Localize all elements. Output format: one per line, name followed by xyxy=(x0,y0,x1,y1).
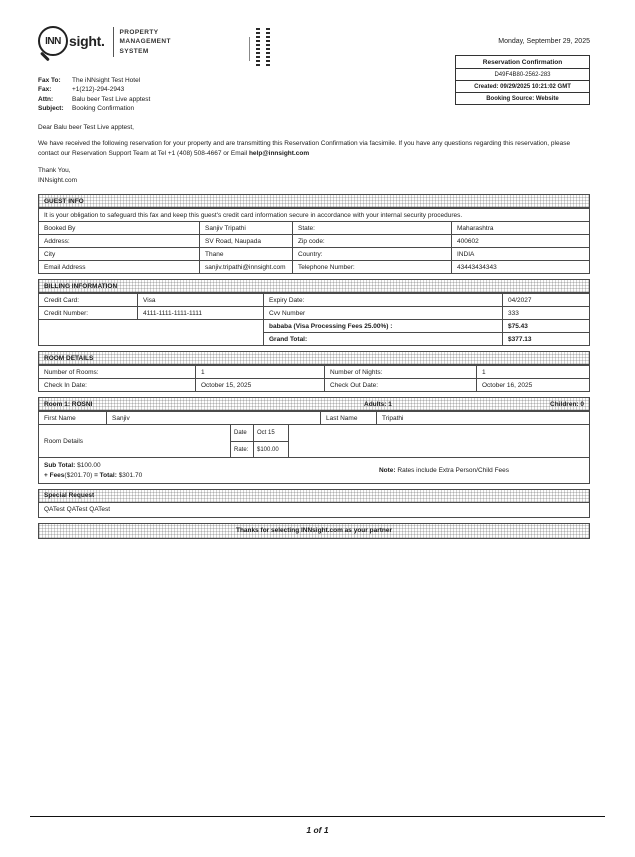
fax-number-label: Fax: xyxy=(38,86,52,94)
billing-section xyxy=(38,279,590,346)
magnifier-handle-icon xyxy=(40,51,50,61)
pms-label xyxy=(120,28,171,56)
fax-number-row xyxy=(38,85,338,94)
fax-number-value: +1(212)-294-2943 xyxy=(72,86,125,94)
pms-line: SYSTEM xyxy=(119,47,149,55)
city-label: City xyxy=(44,250,56,258)
confirmation-number: D49F4B80-2562-283 xyxy=(456,68,589,80)
attn-row xyxy=(38,95,338,104)
innsight-logo xyxy=(38,26,105,56)
room-count-row xyxy=(39,365,589,378)
fax-to-row xyxy=(38,76,338,85)
closing-line: Thank You, xyxy=(38,166,71,174)
reservation-confirmation-box xyxy=(455,55,590,105)
grand-total-amount: $377.13 xyxy=(508,335,532,343)
page-number: 1 of 1 xyxy=(306,825,329,835)
processing-fees-label xyxy=(263,320,502,332)
rate-mini-table xyxy=(230,425,289,457)
billing-grand-total-row xyxy=(39,332,589,345)
room-rate-row xyxy=(39,424,589,457)
magnifier-lens-icon xyxy=(38,26,68,56)
expiry-value: 04/2027 xyxy=(502,294,589,306)
note-label: Note: xyxy=(378,467,396,475)
check-in-label: Check In Date: xyxy=(44,381,87,389)
state-label: State: xyxy=(292,222,451,234)
guest-info-row xyxy=(39,247,589,260)
fax-mark-line xyxy=(249,37,250,61)
grand-total-label xyxy=(263,332,502,345)
processing-fees-amount: $75.43 xyxy=(508,322,528,330)
room1-adults: Adults: 1 xyxy=(364,400,392,408)
check-in-value: October 15, 2025 xyxy=(195,379,324,391)
state-value: Maharashtra xyxy=(451,222,589,234)
support-email: help@innsight.com xyxy=(248,150,310,158)
pms-line: MANAGEMENT xyxy=(119,38,171,46)
cvv-label: Cvv Number xyxy=(263,307,502,319)
fees-total-line xyxy=(44,471,294,481)
letter-paragraph xyxy=(38,139,590,159)
room-details-label: Room Details xyxy=(44,437,84,445)
billing-row xyxy=(39,293,589,306)
country-label: Country: xyxy=(292,248,451,260)
sub-total-label: Sub Total: xyxy=(44,461,76,469)
email-label: Email Address xyxy=(44,263,86,271)
special-request-title: Special Request xyxy=(44,492,95,500)
fees-value: ($201.70) xyxy=(64,471,93,479)
check-out-value: October 16, 2025 xyxy=(476,379,589,391)
grand-total-value xyxy=(502,332,589,345)
subject-row xyxy=(38,104,338,113)
room1-children: Children: 0 xyxy=(550,400,584,408)
thanks-banner-text: Thanks for selecting INNsight.com as your partner xyxy=(235,527,393,535)
first-name-label: First Name xyxy=(44,414,76,422)
city-value: Thane xyxy=(199,248,292,260)
fax-to-value: The iNNsight Test Hotel xyxy=(72,77,141,84)
guest-name-row xyxy=(39,411,589,424)
address-label: Address: xyxy=(44,237,70,245)
created-timestamp: Created: 09/29/2025 10:21:02 GMT xyxy=(456,80,589,92)
rates-note xyxy=(299,458,589,483)
guest-info-row xyxy=(39,221,589,234)
logo-divider xyxy=(113,27,114,57)
first-name-value: Sanjiv xyxy=(106,412,320,424)
room-details-section xyxy=(38,351,590,392)
total-label: = Total: xyxy=(94,471,117,479)
fax-mark-dotted xyxy=(256,26,260,66)
billing-fees-row xyxy=(39,319,589,332)
special-request-header xyxy=(39,490,589,503)
last-name-value: Tripathi xyxy=(376,412,589,424)
fax-to-label: Fax To: xyxy=(38,77,61,84)
num-rooms-label: Number of Rooms: xyxy=(44,368,99,376)
rate-label: Rate: xyxy=(230,442,253,458)
num-nights-label: Number of Nights: xyxy=(324,366,476,378)
logo-lens-text: INN xyxy=(45,35,61,47)
attn-value: Balu beer Test Live apptest xyxy=(72,95,151,103)
check-dates-row xyxy=(39,378,589,391)
special-request-value: QATest QATest QATest xyxy=(44,505,111,513)
reservation-box-title: Reservation Confirmation xyxy=(482,58,563,66)
guest-info-row xyxy=(39,234,589,247)
expiry-label: Expiry Date: xyxy=(263,294,502,306)
billing-row xyxy=(39,306,589,319)
totals-row xyxy=(39,457,589,483)
room-details-title: ROOM DETAILS xyxy=(44,354,94,362)
totals-left xyxy=(39,458,299,483)
fax-header-block xyxy=(38,76,338,114)
grand-total-label-text: Grand Total: xyxy=(269,335,308,343)
guest-info-row xyxy=(39,260,589,273)
billing-header xyxy=(39,280,589,293)
booking-source: Booking Source: Website xyxy=(456,92,589,104)
credit-number-value: 4111-1111-1111-1111 xyxy=(137,307,263,319)
room1-header xyxy=(39,398,589,411)
fax-vertical-marks xyxy=(249,26,270,66)
guest-info-title: GUEST INFO xyxy=(44,197,84,205)
room-details-header xyxy=(39,352,589,365)
letter-body xyxy=(38,123,590,186)
processing-fees-label-text: bababa (Visa Processing Fees 25.00%) : xyxy=(269,322,393,330)
room1-section xyxy=(38,397,590,484)
fees-label: + Fees xyxy=(44,471,65,479)
pms-line: PROPERTY xyxy=(119,29,159,36)
billing-empty-cell xyxy=(39,332,263,345)
booked-by-label: Booked By xyxy=(44,224,76,232)
credit-card-label: Credit Card: xyxy=(44,296,80,304)
rate-date-label: Date xyxy=(230,425,253,442)
num-rooms-value: 1 xyxy=(195,366,324,378)
salutation: Dear Balu beer Test Live apptest, xyxy=(38,123,134,131)
special-request-section xyxy=(38,489,590,518)
country-value: INDIA xyxy=(451,248,589,260)
subject-value: Booking Confirmation xyxy=(72,105,135,113)
booked-by-value: Sanjiv Tripathi xyxy=(199,222,292,234)
document-date: Monday, September 29, 2025 xyxy=(498,38,590,45)
rate-value: $100.00 xyxy=(253,442,289,458)
thanks-banner xyxy=(38,523,590,539)
billing-empty-cell xyxy=(39,320,263,332)
letter-paragraph-text: We have received the following reservation for your property and are transmitting this Reservation Confirmation via facsimile. If you have any questions regarding this reservation, please contact our Reservation Support Team at Tel +1 (408) 508-4667 or Email xyxy=(38,140,571,158)
telephone-value: 43443434343 xyxy=(451,261,589,273)
check-out-label: Check Out Date: xyxy=(324,379,476,391)
sub-total-value: $100.00 xyxy=(77,461,101,469)
subject-label: Subject: xyxy=(38,105,64,113)
room1-title: Room 1: ROSNI xyxy=(44,400,93,408)
zipcode-label: Zip code: xyxy=(292,235,451,247)
guest-info-notice-row xyxy=(39,208,589,221)
note-text: Rates include Extra Person/Child Fees xyxy=(397,467,510,475)
cvv-value: 333 xyxy=(502,307,589,319)
page-footer xyxy=(30,816,605,838)
processing-fees-value xyxy=(502,320,589,332)
credit-number-label: Credit Number: xyxy=(44,309,89,317)
total-value: $301.70 xyxy=(118,471,143,479)
sub-total-line xyxy=(44,461,294,471)
security-notice: It is your obligation to safeguard this fax and keep this guest's credit card information secure in accordance with your internal security procedures. xyxy=(44,211,463,219)
telephone-label: Telephone Number: xyxy=(292,261,451,273)
fax-mark-dotted xyxy=(266,26,270,66)
billing-title: BILLING INFORMATION xyxy=(44,282,118,290)
guest-info-section xyxy=(38,194,590,274)
num-nights-value: 1 xyxy=(476,366,589,378)
address-value: SV Road, Naupada xyxy=(199,235,292,247)
zipcode-value: 400602 xyxy=(451,235,589,247)
rate-date-value: Oct 15 xyxy=(253,425,289,442)
email-value: sanjiv.tripathi@innsight.com xyxy=(199,261,292,273)
attn-label: Attn: xyxy=(38,95,54,103)
last-name-label: Last Name xyxy=(320,412,376,424)
guest-info-header xyxy=(39,195,589,208)
credit-card-value: Visa xyxy=(137,294,263,306)
closing-signature: INNsight.com xyxy=(38,176,78,184)
logo-text: sight. xyxy=(69,33,105,49)
